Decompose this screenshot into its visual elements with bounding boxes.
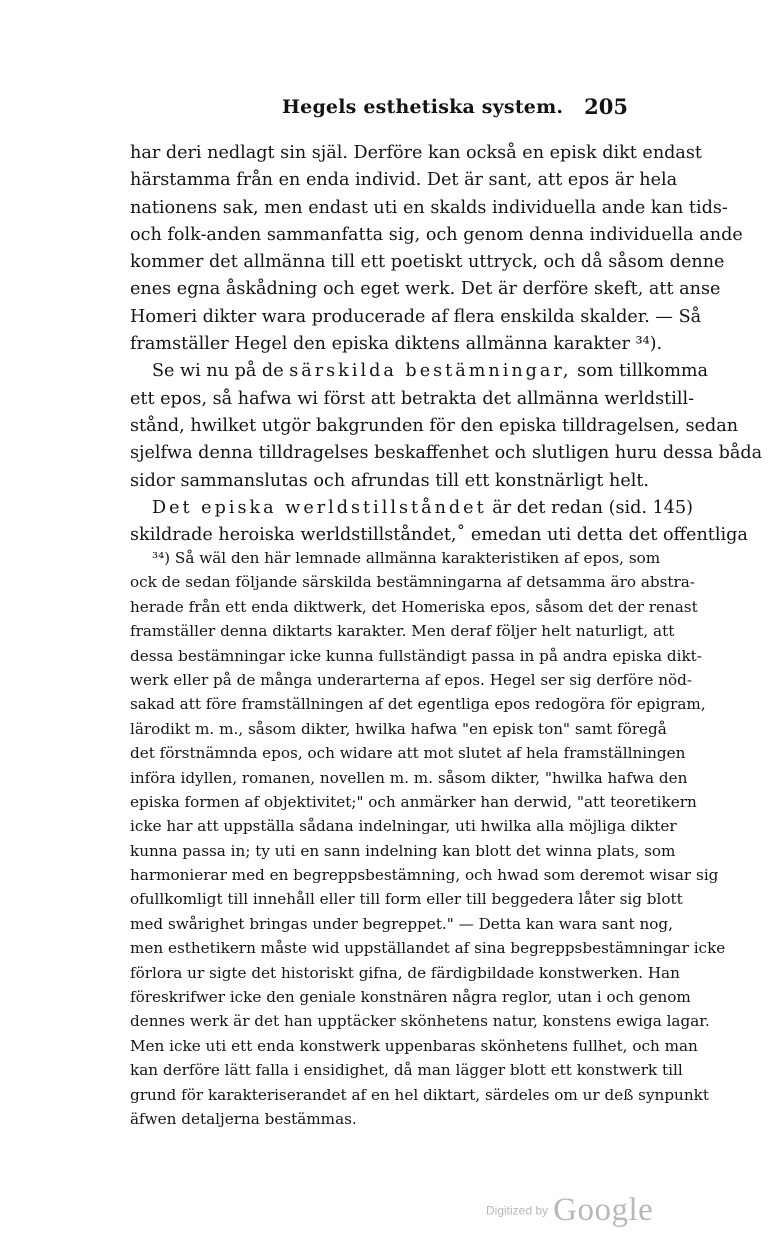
- watermark-prefix: Digitized by: [486, 1203, 549, 1218]
- footnote-line: dennes werk är det han upptäcker skönhetens natur, konstens ewiga lagar.: [130, 1012, 710, 1031]
- footnote-line: äfwen detaljerna bestämmas.: [130, 1109, 357, 1128]
- running-header: [130, 94, 630, 124]
- page-number: 205: [584, 94, 628, 119]
- footnote-line: ofullkomligt till innehåll eller till form eller till beggedera låter sig blott: [130, 890, 683, 909]
- body-line: stånd, hwilket utgör bakgrunden för den episka tilldragelsen, sedan: [130, 415, 739, 436]
- body-line: framställer Hegel den episka diktens allmänna karakter ³⁴).: [130, 334, 663, 355]
- paragraph-start-text: Se wi nu på de: [152, 361, 284, 382]
- body-line: [130, 495, 694, 522]
- body-line: sjelfwa denna tilldragelses beskaffenhet och slutligen huru dessa båda: [130, 443, 763, 464]
- footnote-line: herade från ett enda diktwerk, det Homeriska epos, såsom det der renast: [130, 597, 698, 616]
- body-line: Homeri dikter wara producerade af flera enskilda skalder. — Så: [130, 306, 702, 327]
- body-line: enes egna åskådning och eget werk. Det är derföre skeft, att anse: [130, 279, 721, 300]
- footnote-line: förlora ur sigte det historiskt gifna, de färdigbildade konstwerken. Han: [130, 963, 680, 982]
- emphasized-phrase: särskilda bestämningar,: [289, 361, 572, 382]
- footnote-line: föreskrifwer icke den geniale konstnären några reglor, utan i och genom: [130, 988, 691, 1007]
- paragraph-continuation-text: är det redan (sid. 145): [492, 497, 694, 518]
- digitized-watermark: [486, 1192, 653, 1229]
- body-line: kommer det allmänna till ett poetiskt uttryck, och då såsom denne: [130, 252, 725, 273]
- body-line: sidor sammanslutas och afrundas till ett konstnärligt helt.: [130, 470, 650, 491]
- body-line: ett epos, så hafwa wi först att betrakta det allmänna werldstill-: [130, 388, 695, 409]
- footnote-line: införa idyllen, romanen, novellen m. m. såsom dikter, "hwilka hafwa den: [130, 768, 688, 787]
- emphasized-phrase: Det episka werldstillståndet: [152, 497, 487, 518]
- paragraph-continuation-text: som tillkomma: [577, 361, 709, 382]
- footnote-line: Men icke uti ett enda konstwerk uppenbaras skönhetens fullhet, och man: [130, 1036, 698, 1055]
- running-title: Hegels esthetiska system.: [282, 96, 564, 118]
- footnote-line: med swårighet bringas under begreppet." — Detta kan wara sant nog,: [130, 914, 673, 933]
- body-line: skildrade heroiska werldstillståndet,˚ emedan uti detta det offentliga: [130, 525, 748, 546]
- google-logo: Google: [553, 1192, 654, 1228]
- footnote-line: framställer denna diktarts karakter. Men deraf följer helt naturligt, att: [130, 622, 675, 641]
- footnote-line: icke har att uppställa sådana indelningar, uti hwilka alla möjliga dikter: [130, 817, 677, 836]
- footnote-line: dessa bestämningar icke kunna fullständigt passa in på andra episka dikt-: [130, 646, 702, 665]
- footnote-line: ock de sedan följande särskilda bestämningarna af detsamma äro abstra-: [130, 573, 695, 592]
- footnote-line: episka formen af objektivitet;" och anmärker han derwid, "att teoretikern: [130, 792, 697, 811]
- body-line: och folk-anden sammanfatta sig, och genom denna individuella ande: [130, 224, 743, 245]
- footnote: [130, 546, 726, 1131]
- footnote-line: det förstnämnda epos, och widare att mot slutet af hela framställningen: [130, 744, 686, 763]
- body-text: [130, 140, 763, 549]
- body-line: [130, 358, 709, 385]
- footnote-line: lärodikt m. m., såsom dikter, hwilka hafwa "en episk ton" samt föregå: [130, 719, 667, 738]
- footnote-line: harmonierar med en begreppsbestämning, och hwad som deremot wisar sig: [130, 866, 719, 885]
- footnote-line: werk eller på de många underarterna af epos. Hegel ser sig derföre nöd-: [130, 670, 692, 689]
- footnote-line: grund för karakteriserandet af en hel diktart, särdeles om ur deß synpunkt: [130, 1085, 709, 1104]
- footnote-line: kunna passa in; ty uti en sann indelning kan blott det winna plats, som: [130, 841, 676, 860]
- footnote-line: ³⁴) Så wäl den här lemnade allmänna karakteristiken af epos, som: [152, 549, 661, 567]
- body-line: nationens sak, men endast uti en skalds individuella ande kan tids-: [130, 197, 728, 218]
- footnote-line: kan derföre lätt falla i ensidighet, då man lägger blott ett konstwerk till: [130, 1061, 683, 1080]
- footnote-line: men esthetikern måste wid uppställandet af sina begreppsbestämningar icke: [130, 939, 726, 958]
- body-line: härstamma från en enda individ. Det är sant, att epos är hela: [130, 170, 678, 191]
- footnote-line: sakad att före framställningen af det egentliga epos redogöra för epigram,: [130, 695, 706, 714]
- body-line: har deri nedlagt sin själ. Derföre kan också en episk dikt endast: [130, 143, 703, 163]
